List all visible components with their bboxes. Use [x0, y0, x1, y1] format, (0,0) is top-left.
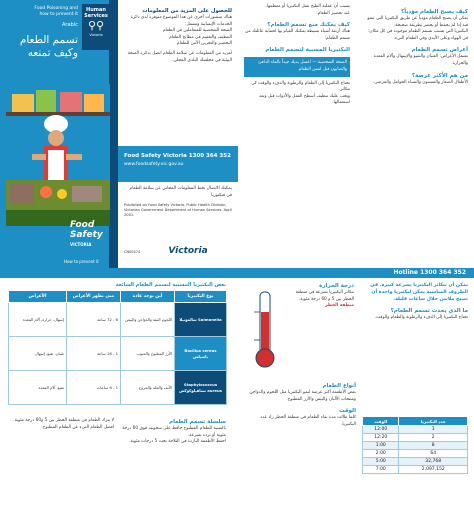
cover-bottom-link: How to prevent it [64, 259, 99, 264]
growth-row [363, 426, 468, 434]
time-para: كلما طالت مدة بقاء الطعام في منطقة الخطر زاد عدد البكتيريا. [260, 415, 356, 427]
growth-section [360, 282, 468, 322]
published-note: Published on Food Safety Victoria, Public Health Division, Victorian Government Department of Human Services. April 2001. [124, 203, 232, 218]
publication-item: الصحة الشخصية للمتعاملين في الطعام [162, 28, 232, 34]
brand-name: Human Services [84, 7, 108, 19]
table-cell: غثيان، تقيؤ، إسهال [9, 337, 67, 371]
victoria-logo: Victoria [168, 246, 208, 256]
table-cell: 1 - 6 ساعات [67, 371, 121, 405]
chain-para: بالنسبة للطعام المطبوخ حافظ على سخونته فوق 60 درجة مئوية أو برده بسرعة. [122, 426, 226, 438]
chain-para: افصل الطعام النيء عن الطعام المطبوخ. [41, 424, 114, 430]
col3-para: ويجب عليك تنظيف أسطح العمل والأدوات قبل وبعد استعمالها. [258, 93, 350, 106]
publication-item: التنظيف والتعقيم في مطابخ الطعام [169, 34, 232, 40]
website-link[interactable]: www.foodsafety.vic.gov.au [124, 162, 184, 167]
growth-row [363, 434, 468, 442]
col3-para: هناك أربعة أشياء بسيطة يمكنك القيام بها لحماية عائلتك من تسمم الطعام: [245, 29, 350, 41]
table-row [9, 303, 227, 337]
more-info-heading: للحصول على المزيد من المعلومات [142, 8, 232, 14]
growth-header: عدد البكتيريا [399, 417, 468, 426]
col3-para: يسبب أن عملية الطبخ تقتل البكتيريا أو معظمها. [265, 4, 350, 9]
growth-para: تحتاج البكتيريا إلى الدفء والرطوبة والطعام والوقت. [374, 315, 468, 320]
hotline-bar [0, 268, 474, 278]
col4-para: تشمل الأعراض: الغثيان والتقيؤ والإسهال وآلام المعدة والحرارة. [373, 54, 468, 66]
chain-left [8, 418, 114, 431]
growth-cell: 7:00 [363, 466, 399, 474]
growth-cell: 32,768 [399, 458, 468, 466]
growth-row [363, 442, 468, 450]
chef-illustration [6, 84, 110, 226]
table-cell: Salmonella سالمونيلا [175, 303, 227, 337]
food-safety-logo [70, 220, 110, 247]
table-cell: Bacillus cereus باسيلس [175, 337, 227, 371]
free-line-para: يمكنك الاتصال بخط المعلومات المجاني عن سلامة الطعام في فيكتوريا [129, 186, 232, 198]
publication-code: CN00474 [124, 250, 141, 254]
table-cell: تقيؤ، آلام المعدة [9, 371, 67, 405]
growth-cell: 1 [399, 426, 468, 434]
growth-row [363, 458, 468, 466]
time-heading: الوقت [339, 408, 356, 415]
temperature-para: تتكاثر البكتيريا بسرعة في منطقة الخطر بين 5 و 60 درجة مئوية. [295, 290, 354, 302]
growth-cell: 12:20 [363, 434, 399, 442]
growth-cell: 5:00 [363, 458, 399, 466]
food-types-heading: أنواع الطعام [322, 383, 356, 389]
hygiene-text: الصحة الشخصية — اغسل يديك جيداً بالماء الدافئ والصابون قبل لمس الطعام [257, 60, 347, 72]
table-row [9, 371, 227, 405]
intro-column [356, 0, 474, 268]
temperature-section [284, 282, 354, 310]
symptoms-heading: أعراض تسمم الطعام [411, 47, 468, 54]
more-info-para: هناك منشورات أخرى عن هذا الموضوع متوفرة لدى دائرة الخدمات الإنسانية وتشمل: [130, 15, 232, 27]
danger-zone-label: منطقة الخطر [325, 303, 354, 309]
growth-table [362, 416, 468, 474]
table-header: أين توجد عادة [121, 291, 175, 303]
table-header: متى تظهر الأعراض [67, 291, 121, 303]
col3-para: تحتاج البكتيريا إلى الطعام والرطوبة والدفء والوقت كي تتكاثر. [251, 80, 350, 93]
hotline-text: Food Safety Victoria 1300 364 352 [124, 153, 231, 159]
chain-para: لا تترك الطعام في منطقة الخطر بين 5 و60 درجة مئوية. [13, 418, 114, 423]
human-services-logo [82, 4, 110, 50]
bacteria-table-section [8, 282, 226, 414]
table-row [9, 337, 227, 371]
growth-cell: 2 [399, 434, 468, 442]
info-column [118, 0, 238, 268]
table-cell: 1 - 16 ساعة [67, 337, 121, 371]
at-risk-heading: من هم الأكثر عرضة؟ [411, 72, 468, 79]
table-header: نوع البكتيريا [175, 291, 227, 303]
council-para: لمزيد من المعلومات عن سلامة الطعام اتصل بدائرة الصحة البيئية في مجلسك البلدي المحلي. [127, 50, 232, 63]
growth-intro: يمكن أن تتكاثر البكتيريا بسرعة كبيرة. في الظروف المناسبة يمكن لبكتيريا واحدة أن تصبح ملايين خلال ساعات قليلة. [370, 283, 468, 302]
bacteria-table-title: بعض البكتيريا المسببة لتسمم الطعام الشائعة [115, 282, 226, 288]
cover-title: تسمم الطعام وكيف تمنعه [19, 34, 78, 59]
bacteria-table [8, 290, 227, 405]
food-safety-logo-text: Food Safety [70, 220, 103, 240]
temperature-heading: درجة الحرارة [319, 283, 354, 289]
people-icon: ⚲⚲ [87, 19, 105, 32]
table-cell: 6 - 72 ساعة [67, 303, 121, 337]
cover-small-title: Food Poisoning and how to prevent it [34, 6, 78, 17]
how-harmful-heading: كيف يصبح الطعام مؤذياً؟ [401, 9, 468, 15]
table-cell: الأرز المطبوخ والحبوب [121, 337, 175, 371]
col4-para: البكتيريا التي تسبب تسمم الطعام موجودة في كل مكان: في الهواء وعلى الأيدي وفي الطعام النيء. [367, 29, 468, 41]
col2-lower [124, 186, 232, 218]
chain-para: احفظ الأطعمة الباردة في الثلاجة تحت 5 درجات مئوية. [129, 439, 226, 445]
chain-heading: سلسلة تسمم الطعام [169, 419, 226, 425]
growth-cell: 8 [399, 442, 468, 450]
table-cell: اللحوم النيئة والدواجن والبيض [121, 303, 175, 337]
brochure-inside [0, 268, 474, 511]
table-header: الأعراض [9, 291, 67, 303]
cover-language: Arabic [62, 22, 78, 28]
table-cell: Staphylococcus aureus ستافيلوكوكس [175, 371, 227, 405]
growth-cell: 2,097,152 [399, 466, 468, 474]
prevention-column [238, 0, 356, 268]
growth-cell: 2:00 [363, 450, 399, 458]
thermometer-icon [250, 290, 280, 370]
publication-item: التحضير والتخزين الآمن للطعام [176, 41, 232, 47]
growth-row [363, 450, 468, 458]
hotline-number: Hotline 1300 364 352 [393, 269, 466, 276]
growth-heading: ما الذي يحدث تسمم الطعام؟ [390, 308, 468, 314]
hotline-band [118, 146, 238, 182]
growth-header: الوقت [363, 417, 399, 426]
cover-panel [0, 0, 118, 268]
col3-para: عند تحضير الطعام: [316, 10, 350, 16]
food-types-para: بعض الأطعمة أكثر عرضة لنمو البكتيريا مثل اللحوم والدواجن ومنتجات الألبان والبيض والأرز المطبوخ. [249, 390, 356, 402]
growth-row [363, 466, 468, 474]
table-cell: إسهال، حرارة، آلام المعدة [9, 303, 67, 337]
food-types-section [248, 378, 356, 428]
prevention-heading: كيف يمكنك منع تسمم الطعام؟ [267, 22, 350, 29]
col4-para: يمكن أن يصبح الطعام مؤذياً عن طريق البكتيريا التي تنمو فيه إذا لم يحفظ أو يحضر بطريقة صحيحة. [367, 16, 468, 28]
cover-stripe [109, 0, 118, 268]
chain-right [120, 418, 226, 446]
table-cell: الأنف والجلد والجروح [121, 371, 175, 405]
chain-section [8, 418, 226, 446]
bacteria-heading: البكتيريا المسببة لتسمم الطعام [265, 47, 350, 54]
food-safety-logo-sub: VICTORIA [70, 242, 92, 247]
growth-cell: 1:00 [363, 442, 399, 450]
hygiene-box [244, 57, 350, 76]
growth-cell: 64 [399, 450, 468, 458]
brand-sub: Victoria [89, 33, 103, 37]
growth-cell: 12:00 [363, 426, 399, 434]
growth-table-section [362, 416, 468, 474]
col4-para: الأطفال الصغار والمسنون والنساء الحوامل والمرضى. [372, 79, 468, 85]
